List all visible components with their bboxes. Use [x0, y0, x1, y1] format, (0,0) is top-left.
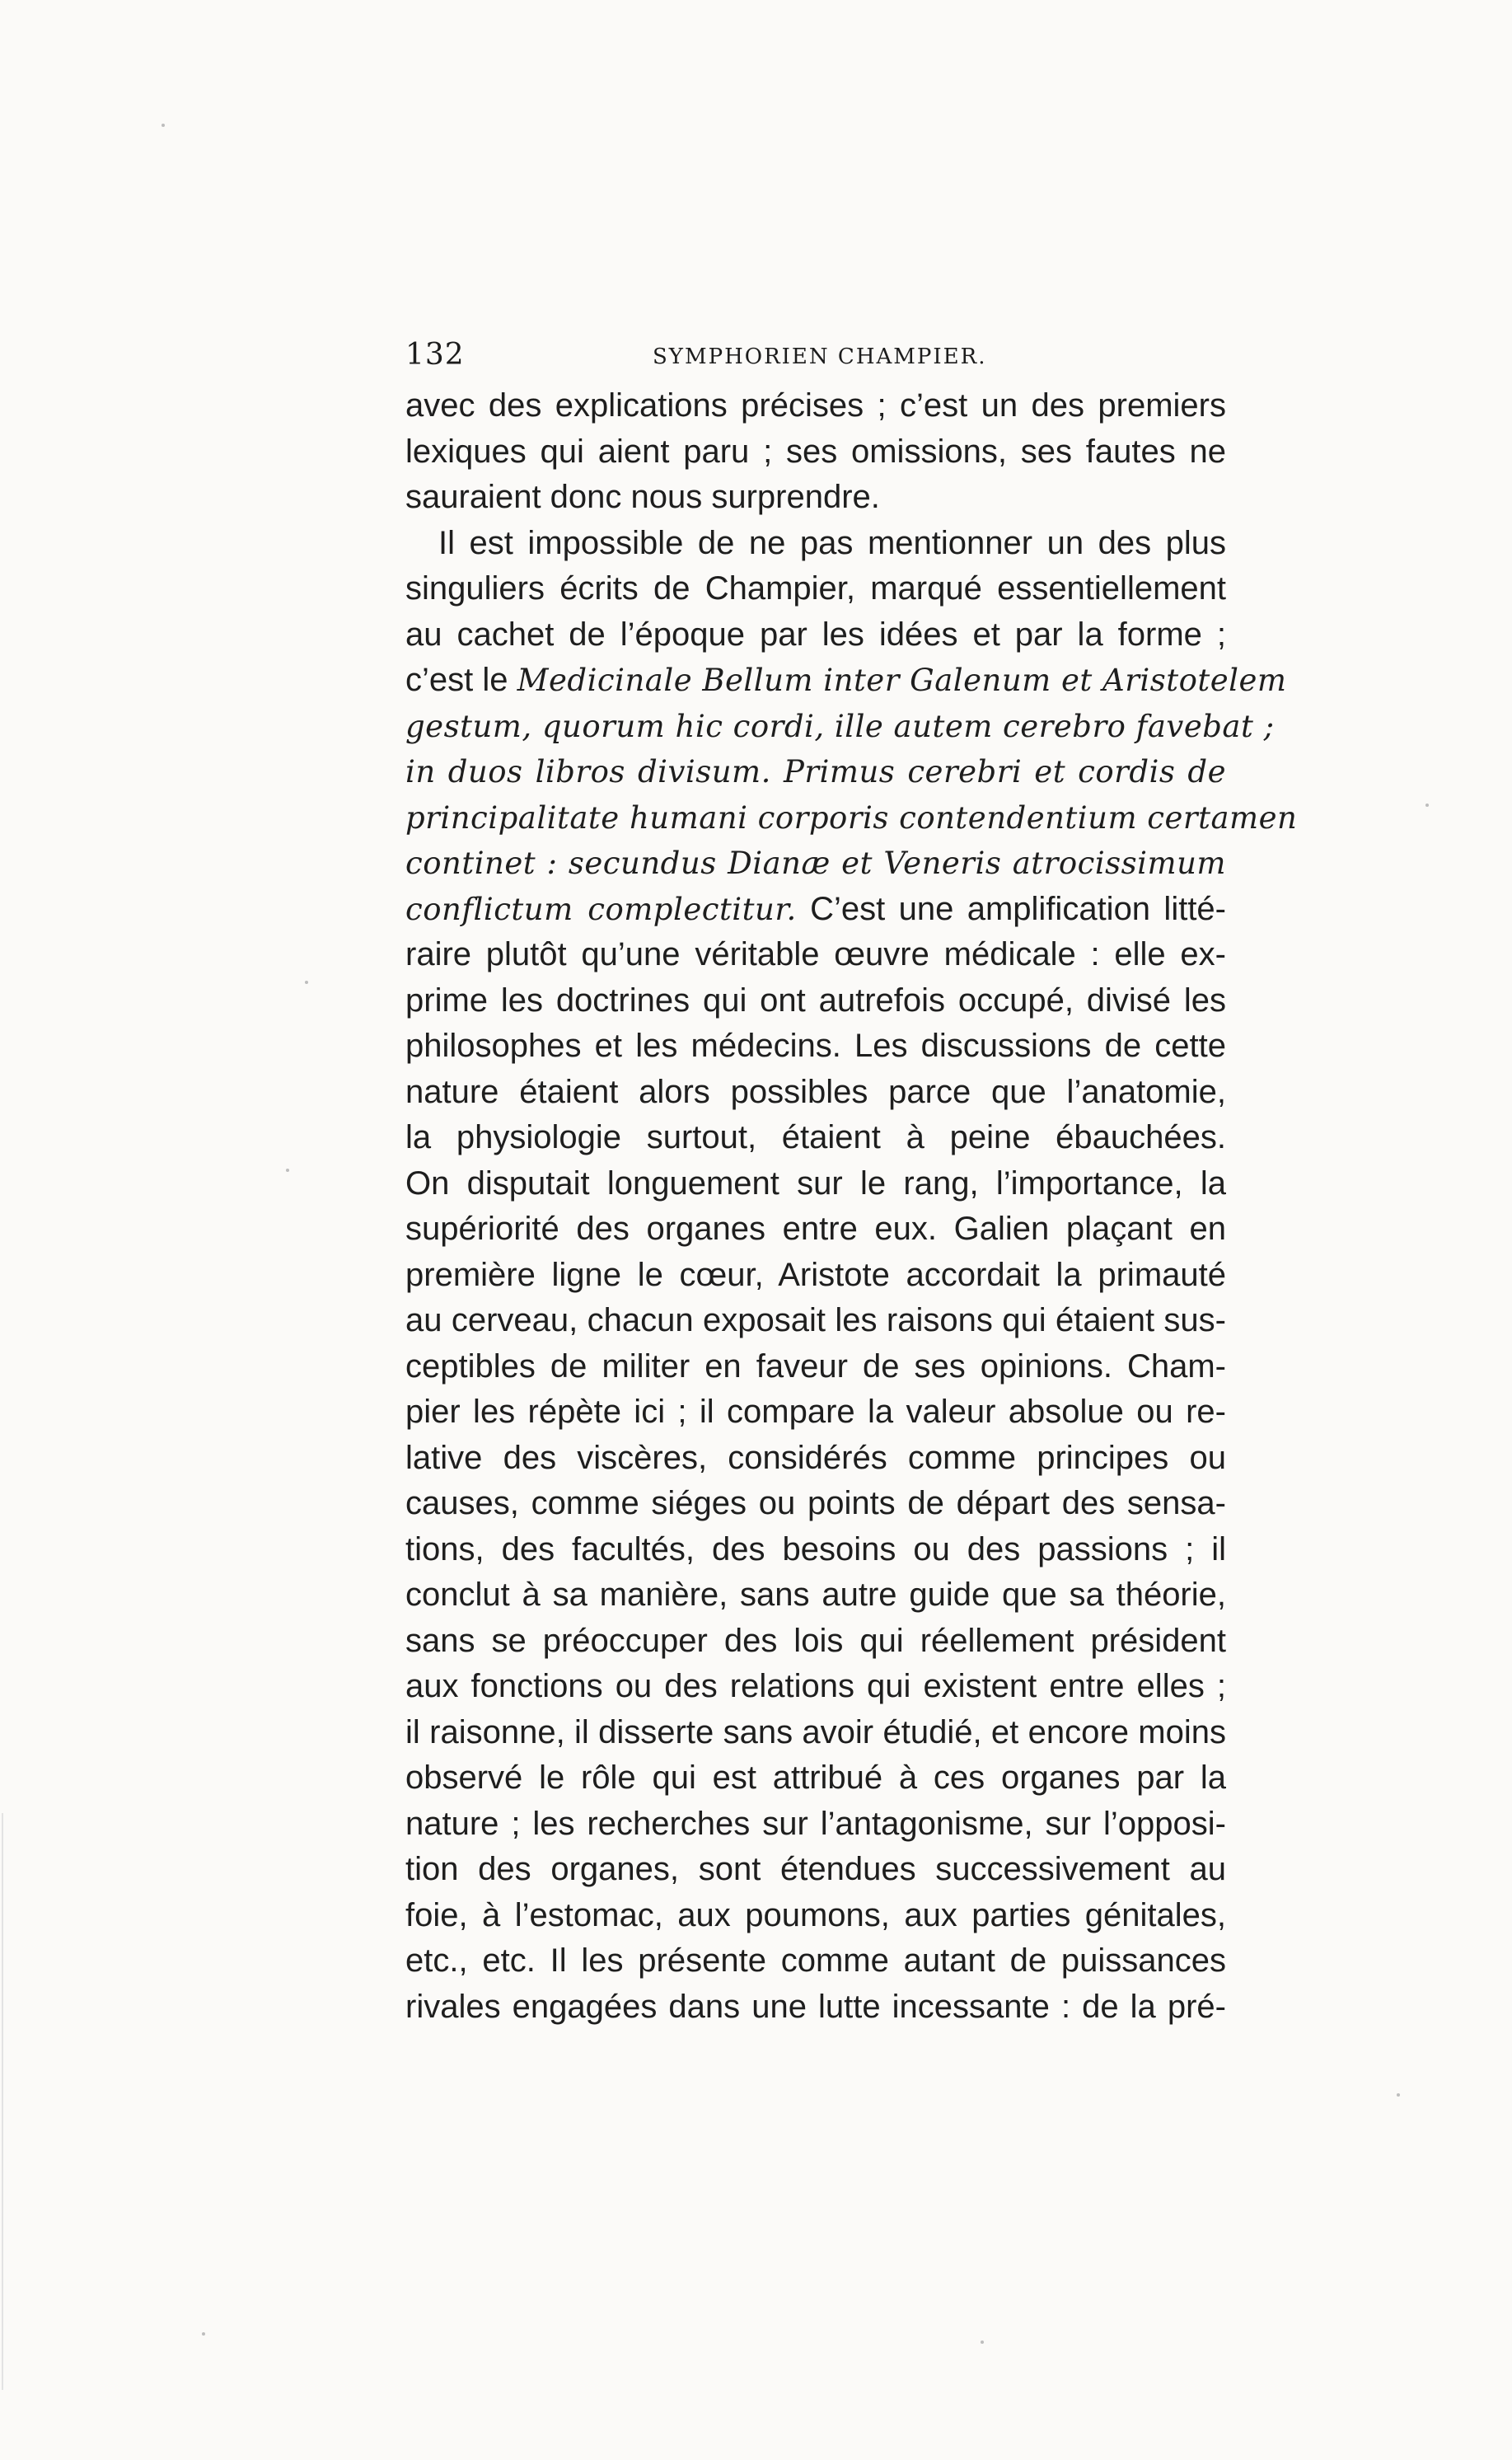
italic-text: principalitate humani corporis contendentium certamen: [405, 799, 1298, 836]
text-line: [405, 704, 1275, 750]
text-line: [405, 429, 1226, 476]
text-segment: c’est le: [405, 662, 517, 698]
italic-text: in duos libros divisum. Primus cerebri et cordis de: [405, 754, 1226, 790]
text-segment: tion des organes, sont étendues successivement au: [405, 1851, 1226, 1887]
text-segment: raire plutôt qu’une véritable œuvre médicale : elle ex-: [405, 936, 1226, 972]
text-segment: rivales engagées dans une lutte incessante : de la pré-: [405, 1988, 1226, 2025]
text-line: [405, 1207, 1226, 1253]
text-segment: pier les répète ici ; il compare la valeur absolue ou re-: [405, 1394, 1226, 1430]
text-segment: première ligne le cœur, Aristote accordait la primauté: [405, 1256, 1226, 1293]
page-header: [405, 338, 1226, 387]
text-line: [405, 566, 1226, 612]
text-segment: tions, des facultés, des besoins ou des passions ; il: [405, 1530, 1226, 1567]
text-segment: au cerveau, chacun exposait les raisons qui étaient sus-: [405, 1302, 1226, 1338]
text-line: [405, 841, 1226, 887]
text-segment: philosophes et les médecins. Les discussions de cette: [405, 1028, 1226, 1064]
italic-text: Medicinale Bellum inter Galenum et Aristotelem: [517, 663, 1287, 698]
text-line: [405, 1527, 1226, 1573]
scan-speck: [161, 124, 165, 127]
text-line: [405, 1755, 1226, 1802]
text-segment: nature étaient alors possibles parce que l’anatomie,: [405, 1073, 1226, 1110]
scan-speck: [981, 2341, 984, 2344]
italic-text: continet : secundus Dianæ et Veneris atrocissimum: [405, 846, 1226, 881]
text-line: [405, 475, 1226, 521]
text-segment: ceptibles de militer en faveur de ses opinions. Cham-: [405, 1347, 1226, 1385]
text-segment: etc., etc. Il les présente comme autant de puissances: [405, 1942, 1226, 1979]
text-segment: conclut à sa manière, sans autre guide que sa théorie,: [405, 1577, 1226, 1613]
text-line: [405, 1481, 1226, 1527]
text-segment: C’est une amplification litté-: [796, 890, 1226, 927]
text-segment: Il est impossible de ne pas mentionner un des plus: [438, 524, 1226, 561]
text-line: [405, 1161, 1226, 1207]
text-line: [405, 521, 1226, 567]
text-line: [405, 1070, 1226, 1116]
text-line: [405, 1298, 1226, 1344]
body-text: [405, 383, 1298, 2030]
text-line: [405, 658, 1287, 704]
scan-speck: [1425, 804, 1429, 807]
text-segment: supériorité des organes entre eux. Galien plaçant en: [405, 1211, 1226, 1247]
text-segment: il raisonne, il disserte sans avoir étudié, et encore moins: [405, 1713, 1226, 1750]
text-line: [405, 1710, 1226, 1756]
text-segment: nature ; les recherches sur l’antagonisme, sur l’opposi-: [405, 1805, 1226, 1842]
text-line: [405, 1847, 1226, 1893]
text-segment: lexiques qui aient paru ; ses omissions, ses fautes ne: [405, 433, 1226, 470]
text-segment: au cachet de l’époque par les idées et par la forme ;: [405, 616, 1226, 653]
text-line: [405, 612, 1226, 658]
text-line: [405, 1024, 1226, 1070]
text-line: [405, 1938, 1226, 1984]
italic-text: conflictum complectitur.: [405, 891, 797, 927]
text-segment: observé le rôle qui est attribué à ces organes par la: [405, 1759, 1226, 1796]
text-line: [405, 1984, 1226, 2031]
text-line: [405, 1436, 1226, 1482]
text-segment: prime les doctrines qui ont autrefois occupé, divisé les: [405, 982, 1226, 1019]
text-segment: sans se préoccuper des lois qui réellement président: [405, 1622, 1226, 1659]
text-line: [405, 887, 1226, 933]
text-line: [405, 1389, 1226, 1436]
text-line: [405, 1253, 1226, 1299]
text-line: [405, 795, 1298, 841]
text-line: [405, 1802, 1226, 1848]
text-line: [405, 1619, 1226, 1665]
text-line: [405, 932, 1226, 978]
text-segment: singuliers écrits de Champier, marqué essentiellement: [405, 570, 1226, 607]
text-line: [405, 978, 1226, 1024]
text-segment: la physiologie surtout, étaient à peine ébauchées.: [405, 1119, 1226, 1155]
italic-text: gestum, quorum hic cordi, ille autem cerebro favebat ;: [405, 708, 1275, 744]
text-line: [405, 1344, 1226, 1390]
scan-edge-shadow: [2, 1813, 3, 2390]
text-segment: sauraient donc nous surprendre.: [405, 479, 880, 515]
text-line: [405, 1115, 1226, 1161]
text-segment: foie, à l’estomac, aux poumons, aux parties génitales,: [405, 1896, 1226, 1933]
scan-speck: [1397, 2093, 1400, 2097]
text-line: [405, 749, 1226, 795]
text-segment: On disputait longuement sur le rang, l’importance, la: [405, 1164, 1226, 1202]
text-segment: causes, comme siéges ou points de départ des sensa-: [405, 1485, 1226, 1521]
text-line: [405, 1664, 1226, 1710]
text-line: [405, 1572, 1226, 1619]
text-line: [405, 1893, 1226, 1939]
scan-speck: [202, 2332, 205, 2336]
scan-speck: [286, 1169, 289, 1172]
running-head: SYMPHORIEN CHAMPIER.: [653, 344, 987, 369]
scan-speck: [305, 981, 308, 984]
text-segment: avec des explications précises ; c’est un des premiers: [405, 387, 1226, 424]
text-segment: aux fonctions ou des relations qui existent entre elles ;: [405, 1668, 1226, 1704]
text-line: [405, 383, 1226, 429]
text-segment: lative des viscères, considérés comme principes ou: [405, 1439, 1226, 1476]
page-number: 132: [405, 338, 465, 372]
